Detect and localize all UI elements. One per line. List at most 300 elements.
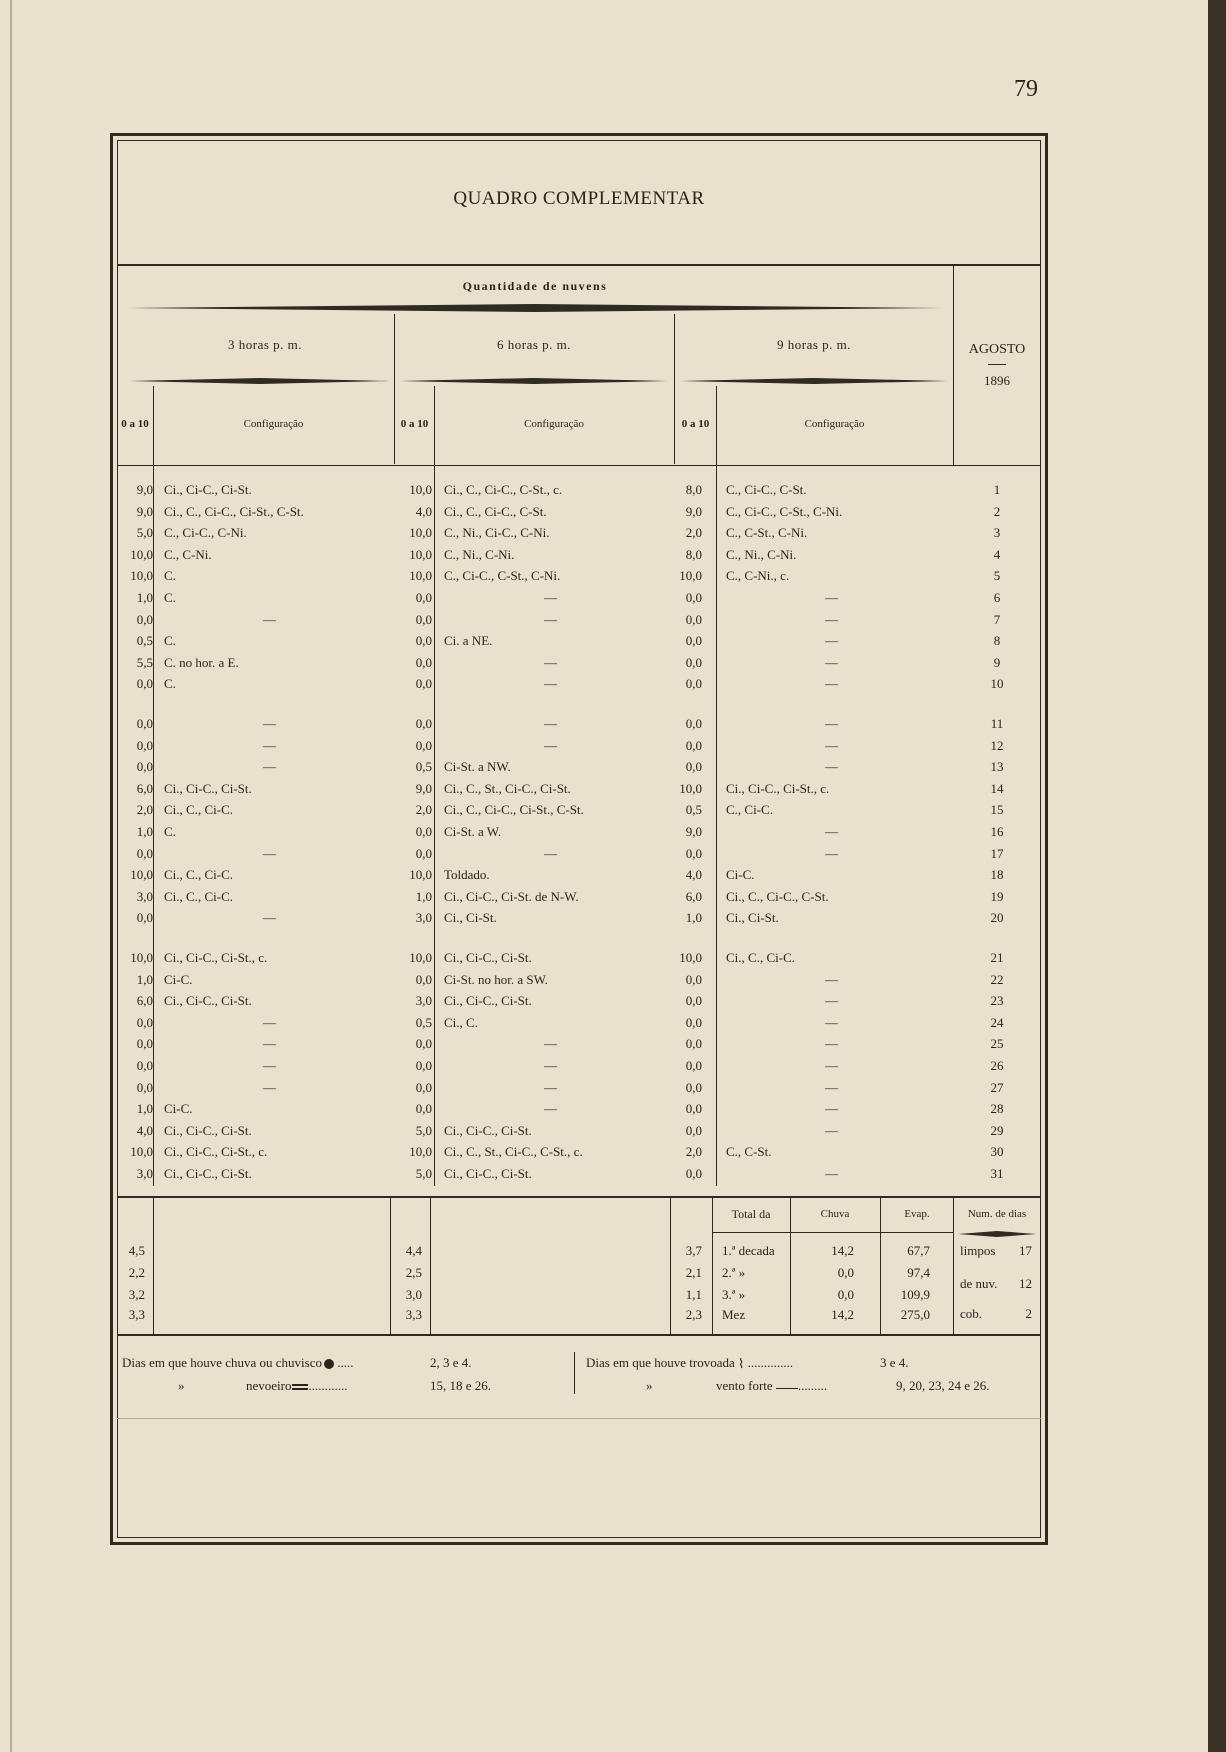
evaporation-total: 97,4 bbox=[907, 1265, 930, 1280]
sum-head-total: Total da bbox=[731, 1207, 771, 1221]
configuration-dash: — bbox=[825, 1058, 838, 1073]
cloud-amount-cell: 0,0 bbox=[685, 1166, 702, 1181]
cloud-amount-cell: 0,0 bbox=[136, 1079, 153, 1095]
configuration-cell: Ci., Ci-St. bbox=[726, 910, 779, 926]
cloud-amount-cell: 4,0 bbox=[136, 1122, 153, 1138]
average-3pm: 3,3 bbox=[128, 1307, 145, 1322]
sum-divider-c bbox=[430, 1198, 431, 1334]
configuration-dash: — bbox=[263, 845, 276, 861]
configuration-cell: Ci., C., St., Ci-C., C-St., c. bbox=[444, 1144, 583, 1160]
sub-scale-3pm: 0 a 10 bbox=[121, 418, 149, 430]
day-number: 12 bbox=[990, 737, 1004, 753]
cloud-amount-cell: 0,5 bbox=[136, 633, 153, 649]
configuration-dash: — bbox=[825, 590, 838, 605]
cloud-amount-cell: 0,0 bbox=[415, 971, 432, 987]
cloud-amount-cell: 0,0 bbox=[685, 1014, 702, 1030]
cloud-amount-cell: 0,0 bbox=[415, 1036, 432, 1052]
cloud-amount-cell: 0,0 bbox=[685, 611, 702, 627]
configuration-dash: — bbox=[544, 590, 557, 605]
average-3pm: 2,2 bbox=[128, 1265, 145, 1280]
configuration-cell: C. bbox=[164, 676, 176, 692]
sum-divider-f bbox=[790, 1198, 791, 1334]
configuration-cell: Ci., C., Ci-C., C-St., c. bbox=[444, 482, 563, 497]
configuration-cell: Ci., C., Ci-C., C-St. bbox=[444, 503, 547, 519]
cloud-amount-cell: 0,0 bbox=[685, 1122, 702, 1138]
cloud-amount-cell: 2,0 bbox=[415, 802, 432, 818]
lower-faint-rule bbox=[117, 1418, 1041, 1419]
configuration-cell: C., Ci-C., C-Ni. bbox=[164, 525, 247, 541]
cloud-amount-cell: 10,0 bbox=[409, 482, 432, 497]
sum-divider-h bbox=[953, 1198, 954, 1334]
thunder-label-text: Dias em que houve trovoada bbox=[586, 1355, 735, 1370]
cloud-amount-cell: 0,0 bbox=[415, 590, 432, 605]
average-3pm: 3,2 bbox=[128, 1287, 145, 1302]
group-divider-2 bbox=[674, 314, 675, 464]
sub-config-3pm: Configuração bbox=[243, 418, 304, 430]
header-swell-rule bbox=[117, 304, 953, 312]
cloud-amount-cell: 1,0 bbox=[136, 824, 153, 839]
cloud-amount-cell: 1,0 bbox=[136, 1101, 153, 1117]
cloud-amount-cell: 2,0 bbox=[685, 1144, 702, 1160]
group-divider-1 bbox=[394, 314, 395, 464]
cloud-amount-cell: 9,0 bbox=[685, 503, 702, 519]
cloud-amount-cell: 0,0 bbox=[136, 716, 153, 731]
cloud-amount-cell: 0,0 bbox=[415, 845, 432, 861]
sub-config-9pm: Configuração bbox=[804, 418, 865, 430]
day-number: 22 bbox=[990, 971, 1004, 987]
day-number: 25 bbox=[990, 1036, 1004, 1052]
days-cob-value: 2 bbox=[1025, 1306, 1032, 1321]
footnote-thunder-days: 3 e 4. bbox=[880, 1355, 909, 1370]
configuration-cell: Ci., Ci-C., Ci-St. bbox=[164, 780, 252, 796]
configuration-cell: Ci., Ci-C., Ci-St. bbox=[164, 1166, 252, 1181]
cloud-amount-cell: 6,0 bbox=[685, 888, 702, 904]
average-9pm: 1,1 bbox=[685, 1287, 702, 1302]
cloud-amount-cell: 10,0 bbox=[679, 568, 702, 584]
configuration-dash: — bbox=[263, 716, 276, 731]
configuration-cell: Ci., Ci-C., Ci-St. bbox=[444, 950, 532, 965]
sum-divider-d bbox=[670, 1198, 671, 1334]
cloud-amount-cell: 10,0 bbox=[409, 568, 432, 584]
day-number: 29 bbox=[990, 1122, 1004, 1138]
configuration-dash: — bbox=[263, 1058, 276, 1073]
configuration-cell: Ci., C., Ci-C. bbox=[164, 867, 233, 883]
fog-lines-icon bbox=[292, 1384, 308, 1390]
configuration-dash: — bbox=[263, 611, 276, 627]
group-9pm: 9 horas p. m. bbox=[776, 337, 852, 352]
configuration-dash: — bbox=[544, 716, 557, 731]
book-spine-edge bbox=[1208, 0, 1226, 1752]
day-number: 27 bbox=[990, 1079, 1004, 1095]
cloud-amount-cell: 4,0 bbox=[415, 503, 432, 519]
average-6pm: 3,0 bbox=[405, 1287, 422, 1302]
cloud-amount-cell: 0,0 bbox=[685, 676, 702, 692]
cloud-amount-cell: 0,5 bbox=[415, 1014, 432, 1030]
col-divider-3pm bbox=[153, 386, 154, 1186]
day-number: 6 bbox=[993, 590, 1001, 605]
day-number: 17 bbox=[990, 845, 1004, 861]
configuration-cell: Ci-St. no hor. a SW. bbox=[444, 971, 548, 987]
configuration-dash: — bbox=[825, 737, 838, 753]
wind-label-text: vento forte bbox=[716, 1378, 773, 1393]
average-9pm: 2,3 bbox=[685, 1307, 702, 1322]
cloud-amount-cell: 10,0 bbox=[409, 1144, 432, 1160]
cloud-amount-cell: 10,0 bbox=[130, 867, 153, 883]
configuration-dash: — bbox=[825, 676, 838, 692]
configuration-cell: Ci., C., St., Ci-C., Ci-St. bbox=[444, 780, 571, 796]
cloud-amount-cell: 0,5 bbox=[685, 802, 702, 818]
cloud-amount-cell: 9,0 bbox=[685, 824, 702, 839]
configuration-cell: C., Ci-C., C-St. bbox=[726, 482, 807, 497]
day-number: 11 bbox=[990, 716, 1004, 731]
configuration-dash: — bbox=[544, 654, 557, 670]
cloud-amount-cell: 0,0 bbox=[136, 611, 153, 627]
average-6pm: 4,4 bbox=[405, 1243, 422, 1258]
configuration-cell: C., C-St. bbox=[726, 1144, 772, 1160]
configuration-dash: — bbox=[544, 737, 557, 753]
configuration-cell: Ci., Ci-C., Ci-St. bbox=[164, 482, 252, 497]
col-divider-9pm bbox=[716, 386, 717, 1186]
period-label: Mez bbox=[722, 1307, 746, 1322]
configuration-cell: Ci., C., Ci-C. bbox=[164, 802, 233, 818]
footnote-fog-days: 15, 18 e 26. bbox=[430, 1378, 492, 1393]
cloud-amount-cell: 0,0 bbox=[136, 845, 153, 861]
days-limpos-label: limpos bbox=[960, 1243, 996, 1258]
cloud-amount-cell: 0,0 bbox=[415, 1058, 432, 1073]
cloud-amount-cell: 5,5 bbox=[136, 654, 153, 670]
cloud-amount-cell: 3,0 bbox=[415, 910, 432, 926]
day-number: 26 bbox=[990, 1058, 1004, 1073]
header-top-rule bbox=[117, 264, 1041, 266]
day-number: 31 bbox=[990, 1166, 1004, 1181]
day-number: 2 bbox=[993, 503, 1001, 519]
group-6pm: 6 horas p. m. bbox=[496, 337, 572, 352]
configuration-dash: — bbox=[263, 910, 276, 926]
day-number: 13 bbox=[990, 759, 1004, 775]
cloud-amount-cell: 3,0 bbox=[415, 993, 432, 1009]
cloud-amount-cell: 0,0 bbox=[415, 654, 432, 670]
configuration-dash: — bbox=[825, 824, 838, 839]
cloud-amount-cell: 2,0 bbox=[685, 525, 702, 541]
period-label: 1.ª decada bbox=[722, 1243, 775, 1258]
average-6pm: 2,5 bbox=[405, 1265, 422, 1280]
cloud-amount-cell: 5,0 bbox=[136, 525, 153, 541]
configuration-cell: C., Ni., Ci-C., C-Ni. bbox=[444, 525, 550, 541]
day-number: 21 bbox=[990, 950, 1004, 965]
configuration-cell: Ci., Ci-C., Ci-St. bbox=[444, 993, 532, 1009]
group-3pm: 3 horas p. m. bbox=[227, 337, 303, 352]
page-number: 79 bbox=[1014, 76, 1038, 102]
configuration-cell: Ci., Ci-C., Ci-St. bbox=[444, 1122, 532, 1138]
configuration-cell: C. bbox=[164, 633, 176, 649]
average-9pm: 2,1 bbox=[685, 1265, 702, 1280]
configuration-cell: Ci., C. bbox=[444, 1014, 478, 1030]
cloud-amount-cell: 5,0 bbox=[415, 1166, 432, 1181]
footnote-fog-label: nevoeiro ............ bbox=[246, 1378, 348, 1393]
configuration-cell: Ci-C. bbox=[164, 971, 193, 987]
footnote-thunder-label: Dias em que houve trovoada ⌇ .............. bbox=[586, 1355, 794, 1372]
cloud-amount-cell: 0,0 bbox=[136, 759, 153, 775]
cloud-amount-cell: 1,0 bbox=[685, 910, 702, 926]
cloud-amount-cell: 0,0 bbox=[136, 737, 153, 753]
cloud-amount-cell: 0,0 bbox=[685, 590, 702, 605]
configuration-cell: C. bbox=[164, 568, 176, 584]
page-edge-left bbox=[10, 0, 12, 1752]
header-cloud-quantity: Quantidade de nuvens bbox=[462, 279, 608, 293]
configuration-dash: — bbox=[825, 611, 838, 627]
swell-3pm bbox=[130, 378, 390, 384]
period-label: 3.ª » bbox=[722, 1287, 746, 1302]
cloud-amount-cell: 10,0 bbox=[409, 525, 432, 541]
cloud-amount-cell: 10,0 bbox=[130, 950, 153, 965]
cloud-amount-cell: 10,0 bbox=[130, 546, 153, 562]
configuration-cell: C. no hor. a E. bbox=[164, 654, 239, 670]
configuration-dash: — bbox=[263, 737, 276, 753]
wind-arrow-icon bbox=[776, 1380, 798, 1389]
configuration-dash: — bbox=[263, 1036, 276, 1052]
cloud-amount-cell: 10,0 bbox=[130, 1144, 153, 1160]
average-9pm: 3,7 bbox=[685, 1243, 702, 1258]
cloud-amount-cell: 9,0 bbox=[136, 482, 153, 497]
configuration-dash: — bbox=[825, 759, 838, 775]
day-number: 19 bbox=[990, 888, 1004, 904]
sum-head-days: Num. de dias bbox=[967, 1208, 1027, 1220]
configuration-cell: Ci-C. bbox=[726, 867, 755, 883]
day-number: 20 bbox=[990, 910, 1004, 926]
cloud-amount-cell: 0,5 bbox=[415, 759, 432, 775]
cloud-amount-cell: 3,0 bbox=[136, 888, 153, 904]
cloud-amount-cell: 0,0 bbox=[415, 1079, 432, 1095]
cloud-amount-cell: 0,0 bbox=[685, 971, 702, 987]
sub-scale-9pm: 0 a 10 bbox=[681, 418, 710, 430]
configuration-cell: C., C-Ni., c. bbox=[726, 568, 790, 584]
configuration-dash: — bbox=[825, 971, 838, 987]
rain-total: 0,0 bbox=[837, 1287, 854, 1302]
cloud-amount-cell: 0,0 bbox=[685, 654, 702, 670]
cloud-amount-cell: 0,0 bbox=[136, 1014, 153, 1030]
day-number: 9 bbox=[993, 654, 1001, 670]
configuration-dash: — bbox=[825, 993, 838, 1009]
day-number: 3 bbox=[993, 525, 1001, 541]
configuration-cell: C., Ni., C-Ni. bbox=[444, 546, 515, 562]
cloud-amount-cell: 0,0 bbox=[415, 716, 432, 731]
sub-config-6pm: Configuração bbox=[524, 418, 584, 430]
cloud-amount-cell: 0,0 bbox=[685, 845, 702, 861]
configuration-dash: — bbox=[825, 1166, 838, 1181]
rain-total: 0,0 bbox=[837, 1265, 854, 1280]
cloud-amount-cell: 6,0 bbox=[136, 780, 153, 796]
average-6pm: 3,3 bbox=[405, 1307, 422, 1322]
configuration-cell: Ci., Ci-C., Ci-St., c. bbox=[164, 950, 268, 965]
footnote-rain-days: 2, 3 e 4. bbox=[430, 1355, 472, 1370]
cloud-amount-cell: 0,0 bbox=[685, 993, 702, 1009]
cloud-amount-cell: 1,0 bbox=[136, 971, 153, 987]
footnote-divider bbox=[574, 1352, 575, 1394]
configuration-dash: — bbox=[825, 633, 838, 649]
fog-label-text: nevoeiro bbox=[246, 1378, 292, 1393]
configuration-cell: C., C-St., C-Ni. bbox=[726, 525, 808, 541]
sum-divider-a bbox=[153, 1198, 154, 1334]
configuration-cell: C. bbox=[164, 590, 176, 605]
cloud-amount-cell: 0,0 bbox=[685, 759, 702, 775]
configuration-cell: Ci., C., Ci-C. bbox=[726, 950, 795, 965]
footnote-rain-label: Dias em que houve chuva ou chuvisco ..... bbox=[122, 1355, 354, 1370]
period-label: 2.ª » bbox=[722, 1265, 746, 1280]
configuration-cell: Ci-St. a W. bbox=[444, 824, 502, 839]
rain-dot-icon bbox=[324, 1359, 334, 1369]
configuration-dash: — bbox=[825, 1101, 838, 1117]
sub-scale-6pm: 0 a 10 bbox=[400, 418, 429, 430]
configuration-cell: Toldado. bbox=[444, 867, 490, 883]
cloud-amount-cell: 1,0 bbox=[136, 590, 153, 605]
cloud-amount-cell: 10,0 bbox=[409, 950, 432, 965]
header-month: AGOSTO bbox=[968, 342, 1026, 357]
days-limpos-value: 17 bbox=[1019, 1243, 1032, 1258]
cloud-amount-cell: 0,0 bbox=[685, 1079, 702, 1095]
days-swell bbox=[958, 1231, 1036, 1237]
days-nuv-value: 12 bbox=[1019, 1276, 1032, 1291]
configuration-dash: — bbox=[263, 1079, 276, 1095]
page-title: QUADRO COMPLEMENTAR bbox=[453, 188, 705, 209]
configuration-dash: — bbox=[825, 716, 838, 731]
configuration-cell: Ci., Ci-C., Ci-St., c. bbox=[726, 780, 830, 796]
cloud-amount-cell: 0,0 bbox=[685, 1058, 702, 1073]
cloud-amount-cell: 0,0 bbox=[415, 611, 432, 627]
cloud-amount-cell: 5,0 bbox=[415, 1122, 432, 1138]
thunder-icon: ⌇ bbox=[737, 1356, 745, 1372]
day-number: 23 bbox=[990, 993, 1004, 1009]
col-divider-6pm bbox=[434, 386, 435, 1186]
configuration-cell: C., Ci-C. bbox=[726, 802, 773, 818]
configuration-dash: — bbox=[544, 1058, 557, 1073]
footnote-wind-label: vento forte ......... bbox=[716, 1378, 828, 1393]
cloud-amount-cell: 0,0 bbox=[685, 633, 702, 649]
configuration-dash: — bbox=[825, 1122, 838, 1138]
footnote-fog-prefix: » bbox=[178, 1378, 185, 1393]
day-number: 4 bbox=[993, 546, 1001, 562]
cloud-amount-cell: 0,0 bbox=[685, 1101, 702, 1117]
cloud-amount-cell: 0,0 bbox=[415, 633, 432, 649]
configuration-cell: Ci., Ci-C., Ci-St., c. bbox=[164, 1144, 268, 1160]
cloud-amount-cell: 0,0 bbox=[136, 676, 153, 692]
configuration-dash: — bbox=[825, 845, 838, 861]
cloud-amount-cell: 0,0 bbox=[685, 716, 702, 731]
cloud-amount-cell: 4,0 bbox=[685, 867, 702, 883]
configuration-cell: Ci., C., Ci-C., Ci-St., C-St. bbox=[164, 503, 304, 519]
cloud-amount-cell: 10,0 bbox=[679, 780, 702, 796]
cloud-amount-cell: 3,0 bbox=[136, 1166, 153, 1181]
configuration-cell: Ci., Ci-St. bbox=[444, 910, 497, 926]
rain-total: 14,2 bbox=[831, 1307, 854, 1322]
day-number: 8 bbox=[993, 633, 1001, 649]
day-number: 1 bbox=[993, 482, 1001, 497]
sum-head-rain: Chuva bbox=[820, 1208, 850, 1220]
cloud-amount-cell: 8,0 bbox=[685, 546, 702, 562]
configuration-cell: Ci., Ci-C., Ci-St. bbox=[444, 1166, 532, 1181]
configuration-dash: — bbox=[544, 1101, 557, 1117]
rain-total: 14,2 bbox=[831, 1243, 854, 1258]
configuration-cell: C., C-Ni. bbox=[164, 546, 212, 562]
days-cob-label: cob. bbox=[960, 1306, 983, 1321]
day-number: 28 bbox=[990, 1101, 1004, 1117]
cloud-amount-cell: 10,0 bbox=[409, 867, 432, 883]
configuration-cell: Ci., C., Ci-C. bbox=[164, 888, 233, 904]
average-3pm: 4,5 bbox=[128, 1243, 145, 1258]
cloud-amount-cell: 0,0 bbox=[685, 1036, 702, 1052]
cloud-amount-cell: 8,0 bbox=[685, 482, 702, 497]
days-nuv-label: de nuv. bbox=[960, 1276, 998, 1291]
evaporation-total: 275,0 bbox=[900, 1307, 930, 1322]
day-number: 10 bbox=[990, 676, 1004, 692]
month-column-divider bbox=[953, 266, 954, 466]
swell-6pm bbox=[400, 378, 668, 384]
day-number: 14 bbox=[990, 780, 1004, 796]
configuration-dash: — bbox=[544, 1079, 557, 1095]
day-number: 15 bbox=[990, 802, 1004, 818]
configuration-cell: Ci., Ci-C., Ci-St. bbox=[164, 1122, 252, 1138]
cloud-amount-cell: 0,0 bbox=[415, 737, 432, 753]
configuration-dash: — bbox=[825, 1079, 838, 1095]
swell-9pm bbox=[680, 378, 948, 384]
cloud-amount-cell: 0,0 bbox=[415, 1101, 432, 1117]
configuration-dash: — bbox=[263, 759, 276, 775]
cloud-amount-cell: 0,0 bbox=[136, 1036, 153, 1052]
cloud-amount-cell: 0,0 bbox=[415, 824, 432, 839]
header-bottom-rule bbox=[117, 465, 1041, 466]
day-number: 24 bbox=[990, 1014, 1004, 1030]
configuration-dash: — bbox=[544, 1036, 557, 1052]
cloud-amount-cell: 0,0 bbox=[136, 910, 153, 926]
rain-label-text: Dias em que houve chuva ou chuvisco bbox=[122, 1355, 323, 1370]
configuration-cell: C. bbox=[164, 824, 176, 839]
cloud-amount-cell: 10,0 bbox=[409, 546, 432, 562]
sum-head-rule bbox=[712, 1232, 953, 1233]
cloud-amount-cell: 1,0 bbox=[415, 888, 432, 904]
configuration-dash: — bbox=[544, 676, 557, 692]
cloud-amount-cell: 0,0 bbox=[685, 737, 702, 753]
cloud-amount-cell: 10,0 bbox=[679, 950, 702, 965]
configuration-cell: Ci-St. a NW. bbox=[444, 759, 511, 775]
configuration-cell: C., Ci-C., C-St., C-Ni. bbox=[726, 503, 843, 519]
configuration-dash: — bbox=[263, 1014, 276, 1030]
sum-divider-b bbox=[390, 1198, 391, 1334]
configuration-cell: Ci., C., Ci-C., Ci-St., C-St. bbox=[444, 802, 584, 818]
cloud-amount-cell: 0,0 bbox=[136, 1058, 153, 1073]
sum-head-evap: Evap. bbox=[904, 1208, 930, 1220]
cloud-amount-cell: 2,0 bbox=[136, 802, 153, 818]
configuration-dash: — bbox=[544, 845, 557, 861]
day-number: 7 bbox=[993, 611, 1001, 627]
configuration-dash: — bbox=[825, 1036, 838, 1052]
summary-top-rule bbox=[117, 1196, 1041, 1198]
day-number: 16 bbox=[990, 824, 1004, 839]
configuration-cell: Ci., C., Ci-C., C-St. bbox=[726, 888, 829, 904]
footnote-wind-days: 9, 20, 23, 24 e 26. bbox=[896, 1378, 990, 1393]
evaporation-total: 109,9 bbox=[900, 1287, 930, 1302]
cloud-amount-cell: 9,0 bbox=[415, 780, 432, 796]
cloud-amount-cell: 10,0 bbox=[130, 568, 153, 584]
month-year-dash bbox=[988, 364, 1006, 365]
cloud-amount-cell: 0,0 bbox=[415, 676, 432, 692]
configuration-dash: — bbox=[825, 1014, 838, 1030]
configuration-cell: Ci. a NE. bbox=[444, 633, 493, 649]
configuration-cell: Ci., Ci-C., Ci-St. de N-W. bbox=[444, 888, 579, 904]
sum-divider-e bbox=[712, 1198, 713, 1334]
cloud-amount-cell: 9,0 bbox=[136, 503, 153, 519]
configuration-cell: Ci-C. bbox=[164, 1101, 193, 1117]
configuration-cell: C., Ni., C-Ni. bbox=[726, 546, 797, 562]
configuration-dash: — bbox=[825, 654, 838, 670]
